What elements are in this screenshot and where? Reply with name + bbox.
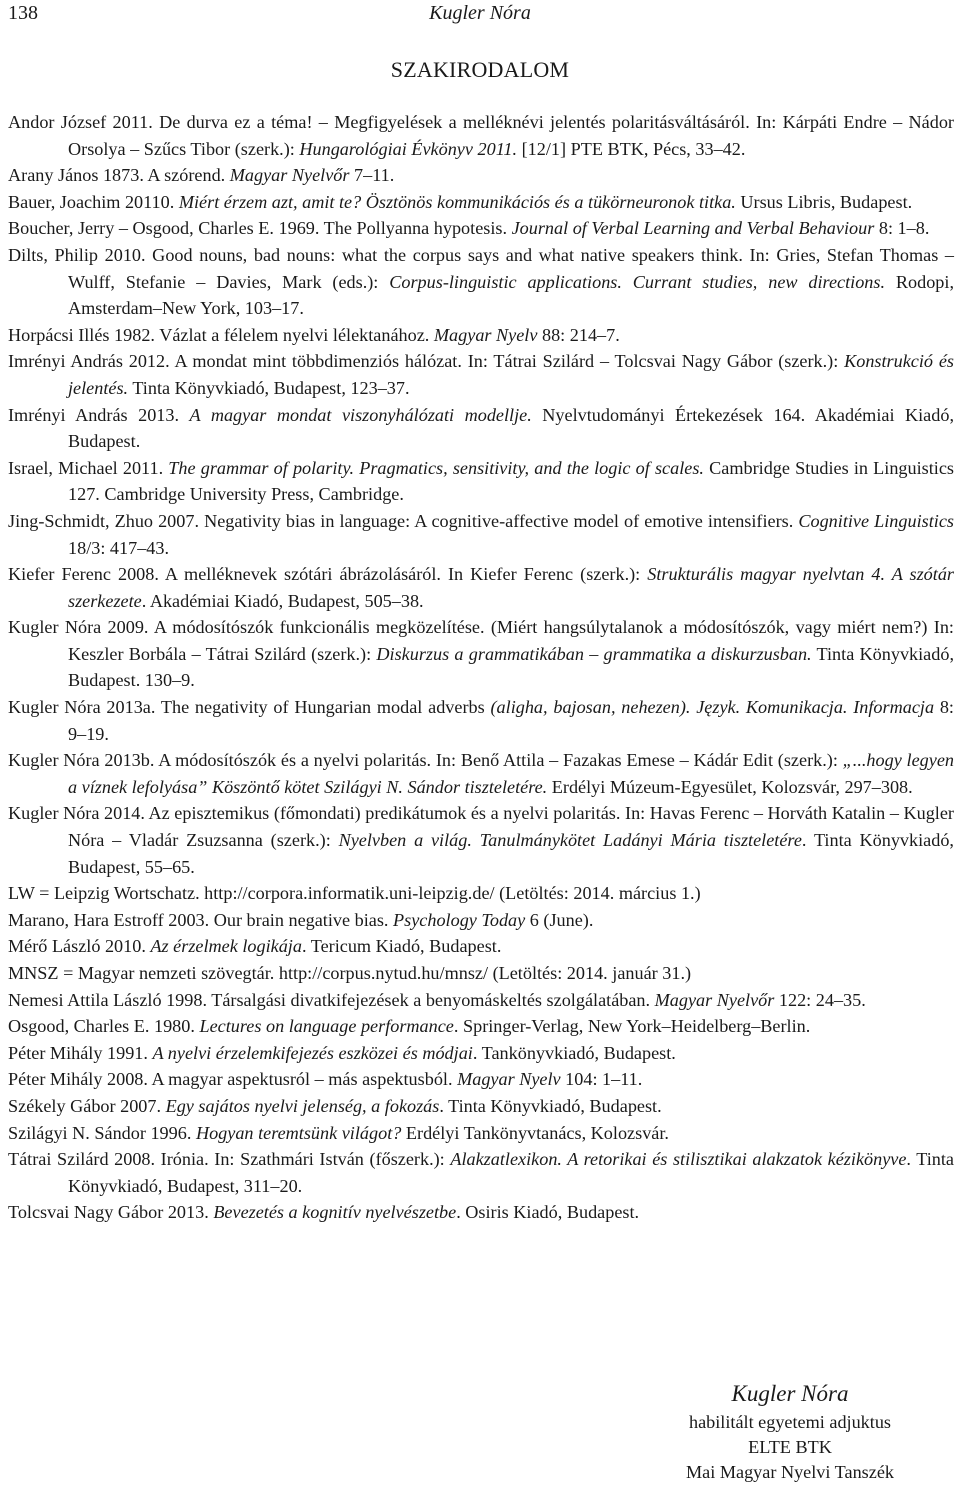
signature-institution: ELTE BTK [748, 1437, 832, 1457]
reference-entry [8, 1093, 954, 1120]
reference-text: 104: 1–11. [560, 1069, 643, 1090]
reference-text: 122: 24–35. [774, 989, 866, 1010]
reference-text: Rodopi, Amsterdam–New York, 103–17. [68, 271, 954, 319]
reference-entry [8, 907, 954, 934]
reference-italic-text: A magyar mondat viszonyhálózati modellje. [189, 404, 532, 425]
reference-text: [12/1] PTE BTK, Pécs, 33–42. [517, 138, 746, 159]
reference-text: Ursus Libris, Budapest. [735, 191, 913, 212]
reference-text: Imrényi András 2012. A mondat mint többdimenziós hálózat. In: Tátrai Szilárd – Tolcsvai Nagy Gábor (szerk.): [8, 351, 845, 372]
reference-text: 8: 9–19. [68, 697, 954, 744]
reference-text: Tinta Könyvkiadó, Budapest. 130–9. [68, 643, 954, 691]
reference-text: Tátrai Szilárd 2008. Irónia. In: Szathmári István (főszerk.): [8, 1149, 451, 1170]
reference-italic-text: Konstrukció és jelentés. [68, 351, 954, 398]
reference-list [8, 109, 954, 1226]
reference-text: Kiefer Ferenc 2008. A melléknevek szótári ábrázolásáról. In Kiefer Ferenc (szerk.): [8, 564, 648, 585]
reference-text: Péter Mihály 2008. A magyar aspektusról – más aspektusból. [8, 1069, 458, 1090]
reference-entry [8, 109, 954, 162]
reference-text: Kugler Nóra 2013b. A módosítószók és a nyelvi polaritás. In: Benő Attila – Fazakas Emese – Kádár Edit (szerk.): [8, 750, 843, 771]
reference-text: Osgood, Charles E. 1980. [8, 1016, 200, 1037]
reference-entry [8, 348, 954, 401]
section-title: SZAKIRODALOM [390, 57, 570, 82]
reference-text: 8: 1–8. [874, 218, 930, 239]
reference-text: . Tankönyvkiadó, Budapest. [472, 1042, 676, 1063]
reference-text: Szilágyi N. Sándor 1996. [8, 1122, 196, 1143]
author-signature [630, 1378, 950, 1485]
reference-text: Péter Mihály 1991. [8, 1042, 153, 1063]
reference-entry [8, 987, 954, 1014]
reference-text: 7–11. [349, 165, 395, 186]
reference-entry [8, 1120, 954, 1147]
page-header [0, 0, 960, 30]
reference-entry [8, 800, 954, 880]
reference-italic-text: Bevezetés a kognitív nyelvészetbe [213, 1202, 457, 1223]
reference-text: Nemesi Attila László 1998. Társalgási divatkifejezések a benyomáskeltés szolgálatában. [8, 989, 655, 1010]
reference-entry [8, 694, 954, 747]
reference-entry [8, 880, 954, 907]
reference-text: Székely Gábor 2007. [8, 1095, 166, 1116]
reference-text: . Tericum Kiadó, Budapest. [301, 936, 502, 957]
reference-text: Boucher, Jerry – Osgood, Charles E. 1969. The Pollyanna hypotesis. [8, 218, 512, 239]
reference-entry [8, 960, 954, 987]
reference-entry [8, 747, 954, 800]
reference-entry [8, 215, 954, 242]
reference-italic-text: „...hogy legyen a víznek lefolyása” Köszöntő kötet Szilágyi N. Sándor tiszteletére. [68, 750, 954, 797]
reference-text: Bauer, Joachim 20110. [8, 191, 179, 212]
reference-text: Kugler Nóra 2009. A módosítószók funkcionális megközelítése. (Miért hangsúlytalanok a módosítószók, vagy miért nem?) In: Keszler Borbála – Tátrai Szilárd (szerk.): [8, 617, 954, 664]
reference-italic-text: Diskurzus a grammatikában – grammatika a diskurzusban. [376, 643, 812, 664]
reference-text: . Springer-Verlag, New York–Heidelberg–Berlin. [453, 1016, 811, 1037]
reference-entry [8, 1013, 954, 1040]
reference-text: Erdélyi Tankönyvtanács, Kolozsvár. [401, 1122, 669, 1143]
reference-entry [8, 933, 954, 960]
signature-department: Mai Magyar Nyelvi Tanszék [686, 1462, 894, 1482]
reference-text: . Tinta Könyvkiadó, Budapest, 55–65. [68, 830, 954, 877]
reference-text: Tinta Könyvkiadó, Budapest, 123–37. [128, 377, 410, 398]
reference-text: Israel, Michael 2011. [8, 457, 169, 478]
reference-italic-text: Miért érzem azt, amit te? Ösztönös kommunikációs és a tükörneuronok titka. [178, 191, 736, 212]
reference-text: Kugler Nóra 2014. Az episztemikus (főmondati) predikátumok és a nyelvi polaritás. In: Havas Ferenc – Horváth Katalin – Kugler Nóra – Vladár Zsuzsanna (szerk.): [8, 803, 954, 851]
reference-text: Horpácsi Illés 1982. Vázlat a félelem nyelvi lélektanához. [8, 324, 434, 345]
reference-text: . Osiris Kiadó, Budapest. [456, 1202, 640, 1223]
reference-text: LW = Leipzig Wortschatz. http://corpora.informatik.uni-leipzig.de/ (Letöltés: 2014. március 1.) [8, 883, 701, 904]
reference-italic-text: Lectures on language performance [199, 1016, 454, 1037]
reference-text: 18/3: 417–43. [68, 537, 170, 558]
reference-entry [8, 162, 954, 189]
reference-italic-text: Magyar Nyelv [433, 324, 538, 345]
reference-text: . Tinta Könyvkiadó, Budapest, 311–20. [68, 1149, 954, 1196]
reference-italic-text: Psychology Today [393, 909, 526, 930]
reference-text: Imrényi András 2013. [8, 404, 190, 425]
reference-italic-text: Hogyan teremtsünk világot? [195, 1122, 402, 1143]
reference-italic-text: Egy sajátos nyelvi jelenség, a fokozás [165, 1095, 440, 1116]
reference-italic-text: Magyar Nyelv [457, 1069, 561, 1090]
reference-entry [8, 1199, 954, 1226]
reference-text: Nyelvtudományi Értekezések 164. Akadémiai Kiadó, Budapest. [68, 404, 954, 452]
reference-text: 6 (June). [525, 909, 594, 930]
reference-italic-text: Nyelvben a világ. Tanulmánykötet Ladányi Mária tiszteletére [338, 830, 802, 851]
reference-entry [8, 189, 954, 216]
running-head-author: Kugler Nóra [429, 2, 531, 24]
reference-text: Jing-Schmidt, Zhuo 2007. Negativity bias in language: A cognitive-affective model of emotive intensifiers. [8, 510, 799, 531]
reference-italic-text: (aligha, bajosan, nehezen). Język. Komunikacja. Informacja [490, 697, 935, 718]
reference-italic-text: Magyar Nyelvőr [229, 165, 350, 186]
reference-text: Erdélyi Múzeum-Egyesület, Kolozsvár, 297–308. [547, 776, 913, 797]
reference-entry [8, 1040, 954, 1067]
reference-text: Andor József 2011. De durva ez a téma! – Megfigyelések a melléknévi jelentés polaritásváltásáról. In: Kárpáti Endre – Nádor Orsolya – Szűcs Tibor (szerk.): [8, 112, 954, 159]
reference-text: . Akadémiai Kiadó, Budapest, 505–38. [141, 590, 424, 611]
reference-italic-text: The grammar of polarity. Pragmatics, sensitivity, and the logic of scales. [168, 457, 704, 478]
page-number: 138 [8, 2, 38, 24]
reference-text: MNSZ = Magyar nemzeti szövegtár. http://corpus.nytud.hu/mnsz/ (Letöltés: 2014. január 31.) [8, 963, 692, 983]
reference-text: Marano, Hara Estroff 2003. Our brain negative bias. [8, 909, 394, 930]
signature-name: Kugler Nóra [731, 1381, 849, 1406]
reference-italic-text: Cognitive Linguistics [798, 510, 954, 531]
reference-text: Mérő László 2010. [8, 936, 151, 957]
reference-italic-text: Alakzatlexikon. A retorikai és stilisztikai alakzatok kézikönyve [450, 1149, 907, 1170]
reference-text: Cambridge Studies in Linguistics 127. Cambridge University Press, Cambridge. [68, 457, 954, 505]
reference-entry [8, 614, 954, 694]
reference-italic-text: Hungarológiai Évkönyv 2011. [299, 138, 518, 159]
reference-italic-text: Az érzelmek logikája [150, 936, 302, 957]
reference-entry [8, 322, 954, 349]
reference-text: Kugler Nóra 2013a. The negativity of Hungarian modal adverbs [8, 697, 491, 718]
reference-text: Arany János 1873. A szórend. [8, 165, 230, 186]
reference-italic-text: A nyelvi érzelemkifejezés eszközei és módjai [152, 1042, 473, 1063]
reference-entry [8, 1146, 954, 1199]
reference-text: 88: 214–7. [537, 324, 620, 345]
reference-italic-text: Corpus-linguistic applications. Currant studies, new directions. [389, 271, 886, 292]
reference-text: Tolcsvai Nagy Gábor 2013. [8, 1202, 214, 1223]
reference-entry [8, 455, 954, 508]
signature-title: habilitált egyetemi adjuktus [688, 1412, 892, 1432]
reference-entry [8, 561, 954, 614]
reference-italic-text: Strukturális magyar nyelvtan 4. A szótár szerkezete [68, 564, 954, 611]
reference-entry [8, 242, 954, 322]
reference-entry [8, 402, 954, 455]
reference-text: Dilts, Philip 2010. Good nouns, bad nouns: what the corpus says and what native speakers think. In: Gries, Stefan Thomas – Wulff, Stefanie – Davies, Mark (eds.): [8, 244, 954, 292]
reference-text: . Tinta Könyvkiadó, Budapest. [439, 1095, 662, 1116]
reference-italic-text: Journal of Verbal Learning and Verbal Behaviour [511, 218, 875, 239]
reference-entry [8, 508, 954, 561]
reference-entry [8, 1066, 954, 1093]
reference-italic-text: Magyar Nyelvőr [654, 989, 775, 1010]
